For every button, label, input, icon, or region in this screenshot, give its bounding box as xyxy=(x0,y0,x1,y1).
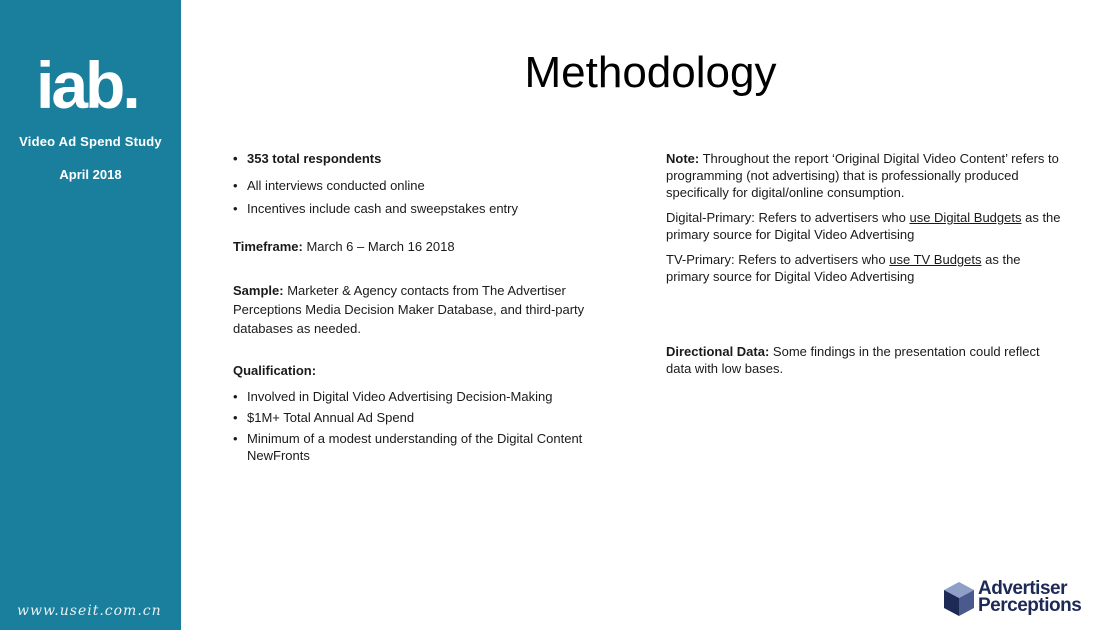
study-date: April 2018 xyxy=(59,167,122,182)
note-value: Throughout the report ‘Original Digital Video Content’ refers to programming (not advertising) that is professionally produced specifically for digital/online consumption. xyxy=(666,151,1059,200)
tv-budgets-link: use TV Budgets xyxy=(889,252,982,267)
advertiser-perceptions-wordmark xyxy=(978,580,1081,614)
digital-primary-text-end: as the primary source for Digital Video Advertising xyxy=(666,210,1061,242)
sample-label: Sample: xyxy=(233,283,284,298)
qualification-label: Qualification: xyxy=(233,363,317,378)
tv-primary-text-end: as the primary source for Digital Video Advertising xyxy=(666,252,1021,284)
wordmark-line-1: Advertiser xyxy=(978,578,1067,599)
list-item: • $1M+ Total Annual Ad Spend xyxy=(233,409,633,426)
list-item: • Incentives include cash and sweepstakes entry xyxy=(233,200,633,217)
directional-value: Some findings in the presentation could reflect data with low bases. xyxy=(666,344,1040,376)
sample-value: Marketer & Agency contacts from The Advertiser Perceptions Media Decision Maker Database, and third-party databases as needed. xyxy=(233,283,585,336)
left-column xyxy=(233,150,633,464)
iab-logo xyxy=(36,48,138,122)
list-item: • 353 total respondents xyxy=(233,150,633,167)
directional-data xyxy=(666,343,1066,377)
list-item: • All interviews conducted online xyxy=(233,177,633,194)
note xyxy=(666,150,1066,201)
iab-logo-text: iab xyxy=(36,48,123,122)
tv-primary-text: TV-Primary: Refers to advertisers who xyxy=(666,252,890,267)
cube-icon xyxy=(942,580,976,618)
watermark: www.useit.com.cn xyxy=(17,603,162,619)
digital-primary-definition xyxy=(666,209,1066,243)
list-item: • Involved in Digital Video Advertising Decision-Making xyxy=(233,388,633,405)
list-item: • Minimum of a modest understanding of the Digital Content NewFronts xyxy=(233,430,633,464)
note-label: Note: xyxy=(666,151,700,166)
sidebar xyxy=(0,0,181,630)
timeframe-value: March 6 – March 16 2018 xyxy=(302,239,455,254)
page-title: Methodology xyxy=(524,48,777,97)
qualification-bullets xyxy=(233,388,633,464)
wordmark-line-2: Perceptions xyxy=(978,595,1082,616)
tv-primary-definition xyxy=(666,251,1066,285)
respondent-bullets xyxy=(233,150,633,217)
directional-label: Directional Data: xyxy=(666,344,770,359)
right-column xyxy=(666,150,1066,377)
digital-budgets-link: use Digital Budgets xyxy=(909,210,1022,225)
digital-primary-text: Digital-Primary: Refers to advertisers who xyxy=(666,210,910,225)
study-title: Video Ad Spend Study xyxy=(19,134,162,149)
timeframe-label: Timeframe: xyxy=(233,239,303,254)
sample xyxy=(233,281,633,338)
advertiser-perceptions-logo xyxy=(942,580,1102,618)
iab-logo-dot: . xyxy=(122,48,138,122)
timeframe xyxy=(233,238,633,255)
